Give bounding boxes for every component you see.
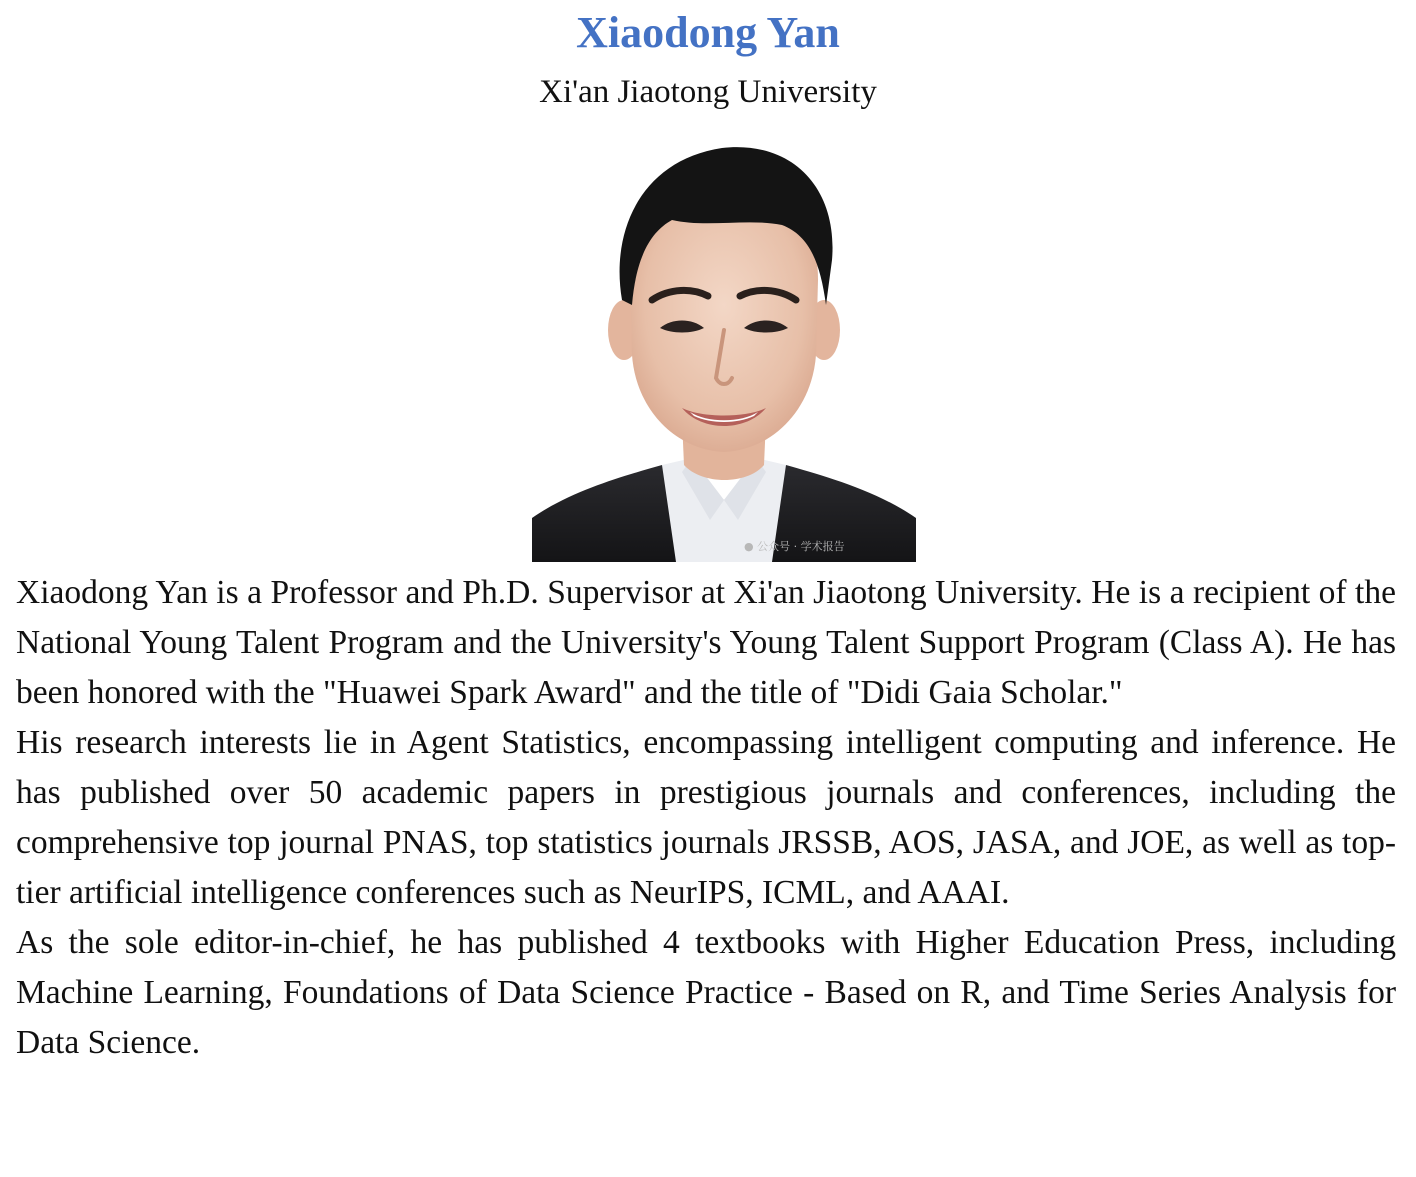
- portrait-photo: [532, 140, 916, 562]
- bio-paragraph: His research interests lie in Agent Statistics, encompassing intelligent computing and inference. He has published over 50 academic papers in prestigious journals and conferences, including the comprehensive top journal PNAS, top statistics journals JRSSB, AOS, JASA, and JOE, as well as top-tier artificial intelligence conferences such as NeurIPS, ICML, and AAAI.: [16, 724, 1396, 911]
- profile-name: Xiaodong Yan: [576, 8, 840, 57]
- profile-affiliation: Xi'an Jiaotong University: [539, 74, 877, 110]
- biography: [16, 568, 1396, 1068]
- bio-paragraph: As the sole editor-in-chief, he has published 4 textbooks with Higher Education Press, including Machine Learning, Foundations of Data Science Practice - Based on R, and Time Series Analysis for Data Science.: [16, 924, 1396, 1061]
- bio-paragraph: Xiaodong Yan is a Professor and Ph.D. Supervisor at Xi'an Jiaotong University. He is a recipient of the National Young Talent Program and the University's Young Talent Support Program (Class A). He has been honored with the "Huawei Spark Award" and the title of "Didi Gaia Scholar.": [16, 574, 1396, 711]
- watermark-text: ● 公众号 · 学术报告: [744, 540, 845, 553]
